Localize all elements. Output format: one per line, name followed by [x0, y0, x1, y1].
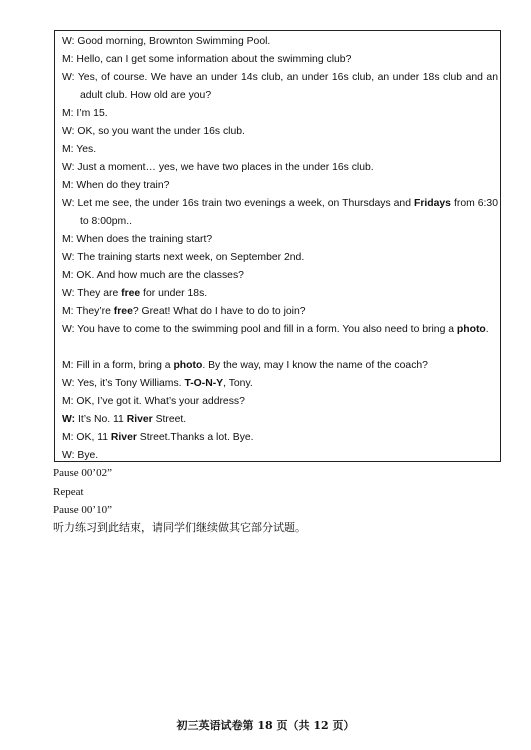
dialogue-line [62, 105, 498, 123]
dialogue-box [54, 30, 501, 462]
dialogue-text: , Tony. [223, 378, 253, 389]
dialogue-text: . By the way, may I know the name of the coach? [202, 360, 428, 371]
keyword-text: T-O-N-Y [184, 378, 224, 389]
dialogue-text: OK, 11 [73, 432, 111, 443]
dialogue-line [62, 357, 498, 375]
speaker-label: W: [62, 414, 76, 425]
dialogue-text: OK, so you want the under 16s club. [74, 126, 245, 137]
speaker-label: W: [62, 126, 75, 137]
end-note: 听力练习到此结束，请同学们继续做其它部分试题。 [53, 521, 306, 534]
keyword-text: photo [173, 360, 203, 371]
speaker-label: W: [62, 324, 75, 335]
speaker-label: W: [62, 288, 75, 299]
dialogue-line [62, 411, 498, 429]
keyword-text: free [113, 306, 133, 317]
dialogue-text: Just a moment… yes, we have two places in the under 16s club. [74, 162, 374, 173]
dialogue-text: It’s No. 11 [75, 414, 127, 425]
dialogue-line [62, 285, 498, 303]
dialogue-line [62, 231, 498, 249]
keyword-text: River [110, 432, 137, 443]
dialogue-line [62, 33, 498, 51]
dialogue-text: for under 18s. [140, 288, 208, 299]
dialogue-line [62, 159, 498, 177]
dialogue-text: Yes. [73, 144, 97, 155]
dialogue-line [62, 177, 498, 195]
dialogue-line [62, 429, 498, 447]
dialogue-text: Fill in a form, bring a [73, 360, 174, 371]
dialogue-text: They are [74, 288, 122, 299]
dialogue-line [62, 123, 498, 141]
speaker-label: W: [62, 378, 75, 389]
dialogue-text: OK. And how much are the classes? [73, 270, 244, 281]
speaker-label: M: [62, 108, 74, 119]
dialogue-text: Good morning, Brownton Swimming Pool. [74, 36, 271, 47]
speaker-label: M: [62, 234, 74, 245]
page-footer: 初三英语试卷第 18 页（共 12 页） [176, 719, 355, 732]
dialogue-text: . [485, 324, 489, 335]
keyword-text: River [126, 414, 153, 425]
speaker-label: W: [62, 72, 75, 83]
dialogue-line [62, 141, 498, 159]
speaker-label: M: [62, 54, 74, 65]
dialogue-text: OK, I’ve got it. What’s your address? [73, 396, 245, 407]
dialogue-text: Hello, can I get some information about the swimming club? [73, 54, 352, 65]
speaker-label: M: [62, 270, 74, 281]
repeat-label: Repeat [53, 486, 84, 498]
speaker-label: M: [62, 180, 74, 191]
speaker-label: W: [62, 450, 75, 461]
keyword-text: free [121, 288, 141, 299]
speaker-label: M: [62, 360, 74, 371]
speaker-label: M: [62, 396, 74, 407]
dialogue-text: Bye. [74, 450, 99, 461]
speaker-label: M: [62, 144, 74, 155]
dialogue-text: You have to come to the swimming pool and fill in a form. You also need to bring a [74, 324, 457, 335]
dialogue-line [62, 447, 498, 465]
dialogue-line [62, 393, 498, 411]
dialogue-text: Street. [152, 414, 187, 425]
keyword-text: photo [456, 324, 486, 335]
dialogue-text: When does the training start? [73, 234, 213, 245]
dialogue-text: The training starts next week, on September 2nd. [74, 252, 305, 263]
speaker-label: W: [62, 252, 75, 263]
dialogue-text: Yes, it’s Tony Williams. [74, 378, 185, 389]
dialogue-line [62, 321, 498, 339]
speaker-label: W: [62, 36, 75, 47]
dialogue-text: When do they train? [73, 180, 170, 191]
speaker-label: W: [62, 162, 75, 173]
dialogue-text: ? Great! What do I have to do to join? [132, 306, 306, 317]
dialogue-line [62, 267, 498, 285]
dialogue-line [62, 249, 498, 267]
dialogue-line [62, 51, 498, 69]
speaker-label: W: [62, 198, 75, 209]
dialogue-line [62, 69, 498, 105]
dialogue-line [62, 375, 498, 393]
speaker-label: M: [62, 306, 74, 317]
dialogue-line [62, 195, 498, 231]
pause-2: Pause 00’10” [53, 504, 112, 516]
dialogue-text: Let me see, the under 16s train two evenings a week, on Thursdays and [74, 198, 414, 209]
keyword-text: Fridays [414, 198, 451, 209]
dialogue-text: Street.Thanks a lot. Bye. [136, 432, 254, 443]
speaker-label: M: [62, 432, 74, 443]
pause-1: Pause 00’02” [53, 467, 112, 479]
dialogue-text: I’m 15. [73, 108, 108, 119]
dialogue-text: Yes, of course. We have an under 14s club, an under 16s club, an under 18s club and an adult club. How old are you? [74, 72, 498, 101]
dialogue-text: They’re [73, 306, 114, 317]
dialogue-line [62, 303, 498, 321]
dialogue-text: from 6:30 to 8:00pm.. [80, 198, 498, 227]
